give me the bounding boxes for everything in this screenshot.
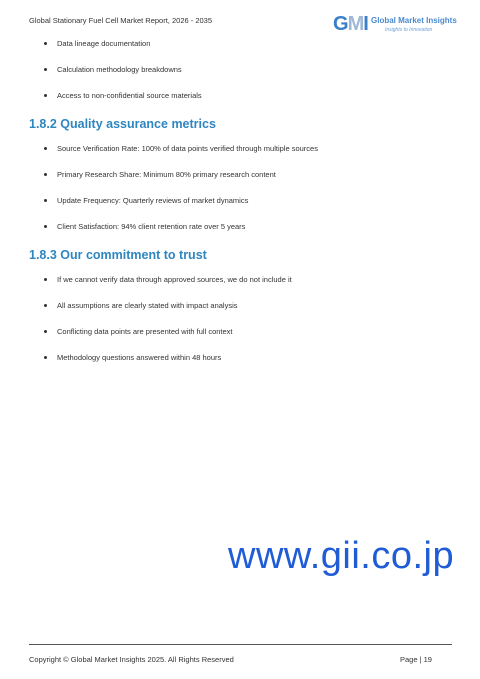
list-item: Primary Research Share: Minimum 80% primary research content — [29, 170, 318, 196]
list-item: All assumptions are clearly stated with impact analysis — [29, 301, 292, 327]
footer-divider — [29, 644, 452, 645]
gmi-logo — [333, 12, 457, 38]
page-number: Page | 19 — [400, 655, 432, 664]
intro-bullet-list — [29, 39, 202, 117]
footer-copyright: Copyright © Global Market Insights 2025. All Rights Reserved — [29, 655, 234, 664]
section-heading-trust: 1.8.3 Our commitment to trust — [29, 248, 207, 262]
report-header-title: Global Stationary Fuel Cell Market Report, 2026 - 2035 — [29, 16, 213, 25]
list-item: Calculation methodology breakdowns — [29, 65, 202, 91]
list-item: Data lineage documentation — [29, 39, 202, 65]
logo-company-name: Global Market Insights — [371, 16, 457, 25]
list-item: Client Satisfaction: 94% client retention rate over 5 years — [29, 222, 318, 248]
section-heading-quality: 1.8.2 Quality assurance metrics — [29, 117, 216, 131]
list-item: Conflicting data points are presented with full context — [29, 327, 292, 353]
watermark-url: www.gii.co.jp — [228, 535, 455, 577]
gmi-logo-mark: GMI — [333, 13, 368, 35]
trust-bullet-list — [29, 275, 292, 379]
list-item: Source Verification Rate: 100% of data points verified through multiple sources — [29, 144, 318, 170]
list-item: If we cannot verify data through approved sources, we do not include it — [29, 275, 292, 301]
quality-bullet-list — [29, 144, 318, 248]
list-item: Methodology questions answered within 48 hours — [29, 353, 292, 379]
list-item: Update Frequency: Quarterly reviews of market dynamics — [29, 196, 318, 222]
list-item: Access to non-confidential source materials — [29, 91, 202, 117]
logo-tagline: Insights to Innovation — [385, 27, 433, 33]
